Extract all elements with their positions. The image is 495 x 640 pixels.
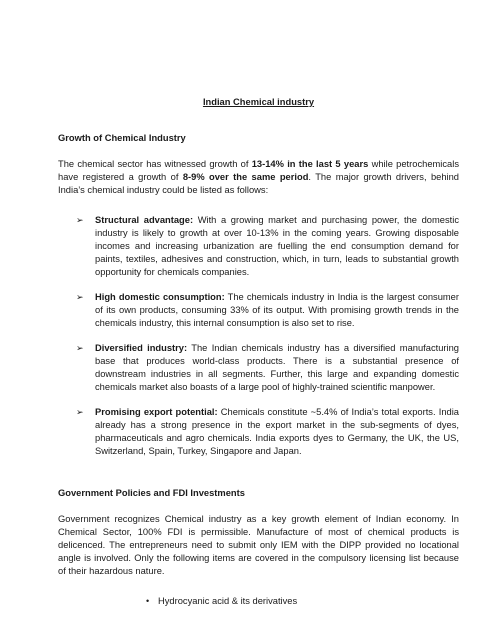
dot-bullet-icon: •	[146, 596, 150, 606]
bullet-text: The Indian chemicals industry has a diversified manufacturing base that produces world-class products. There is a substantial presence of downstream industries in all segments. Further, this large and expanding domestic chemicals market also boasts of a large pool of highly-trained scientific manpower.	[95, 343, 459, 392]
list-item-structural-advantage	[76, 214, 459, 279]
list-item-hydrocyanic-acid	[146, 595, 459, 608]
bullet-label: Structural advantage:	[95, 215, 194, 225]
document-title: Indian Chemical industry	[202, 97, 315, 107]
section-heading-growth: Growth of Chemical Industry	[58, 133, 186, 143]
bullet-text: The chemicals industry in India is the largest consumer of its own products, consuming 33% of its output. With promising growth trends in the chemicals industry, this internal consumption is also set to rise.	[95, 292, 459, 328]
intro-text: . The major growth drivers, behind India’s chemical industry could be listed as follows:	[58, 172, 459, 195]
list-item-diversified-industry	[76, 342, 459, 394]
intro-highlight-growth: 13-14% in the last 5 years	[251, 159, 369, 169]
intro-text: The chemical sector has witnessed growth of	[58, 159, 252, 169]
bullet-label: High domestic consumption:	[95, 292, 225, 302]
section-heading-government-policies: Government Policies and FDI Investments	[58, 488, 245, 498]
arrow-bullet-icon: ➢	[76, 215, 84, 225]
bullet-text: With a growing market and purchasing power, the domestic industry is likely to growth at over 10-13% in the coming years. Growing disposable incomes and increasing urbanization are fuelling the end consumption demand for paints, textiles, adhesives and construction, which, in turn, leads to substantial growth opportunity for chemicals companies.	[95, 215, 459, 277]
bullet-text: Chemicals constitute ~5.4% of India’s total exports. India already has a strong presence in the export market in the sub-segments of dyes, pharmaceuticals and agro chemicals. India exports dyes to Germany, the UK, the US, Switzerland, Spain, Turkey, Singapore and Japan.	[95, 407, 459, 456]
licensing-items-list	[58, 595, 459, 608]
arrow-bullet-icon: ➢	[76, 343, 84, 353]
list-item-high-domestic-consumption	[76, 291, 459, 330]
growth-drivers-list	[58, 214, 459, 458]
government-policies-paragraph: Government recognizes Chemical industry as a key growth element of Indian economy. In Chemical Sector, 100% FDI is permissible. Manufacture of most of chemical products is delicenced. The entrepreneurs need to submit only IEM with the DIPP provided no locational angle is involved. Only the following items are covered in the compulsory licensing list because of their hazardous nature.	[58, 514, 459, 576]
bullet-label: Diversified industry:	[95, 343, 188, 353]
intro-text: while petrochemicals have registered a growth of	[58, 159, 459, 182]
intro-paragraph	[58, 158, 459, 197]
list-item-promising-export-potential	[76, 406, 459, 458]
arrow-bullet-icon: ➢	[76, 407, 84, 417]
bullet-label: Promising export potential:	[95, 407, 218, 417]
arrow-bullet-icon: ➢	[76, 292, 84, 302]
intro-highlight-petrochem: 8-9% over the same period	[182, 172, 309, 182]
licensing-item-text: Hydrocyanic acid & its derivatives	[158, 596, 298, 606]
